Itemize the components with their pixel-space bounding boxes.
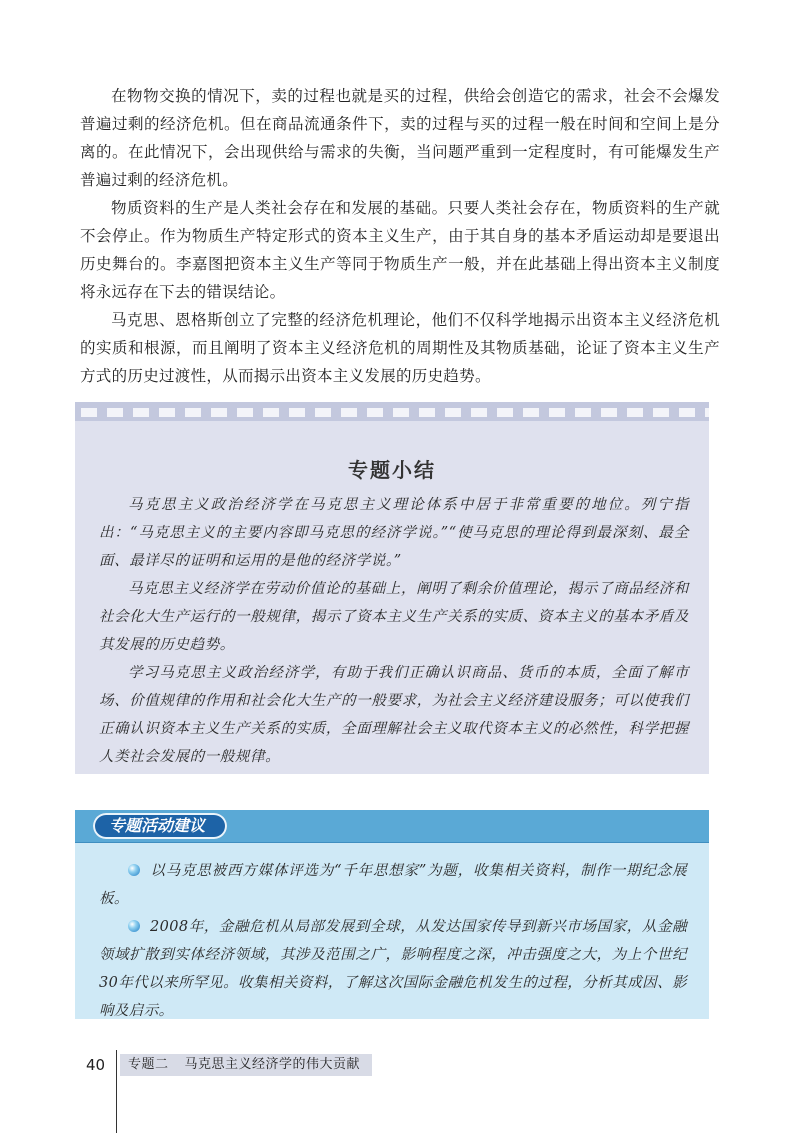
activity-item (99, 857, 687, 913)
decorative-border (75, 402, 709, 426)
bullet-icon (128, 864, 140, 876)
page-number: 40 (86, 1056, 106, 1074)
summary-title: 专题小结 (348, 458, 436, 482)
summary-body (75, 483, 709, 771)
crenellation-border-icon (75, 402, 709, 426)
activity-header (75, 810, 709, 843)
activity-body (75, 843, 709, 1019)
summary-paragraph: 学习马克思主义政治经济学，有助于我们正确认识商品、货币的本质，全面了解市场、价值规律的作用和社会化大生产的一般要求，为社会主义经济建设服务；可以使我们正确认识资本主义生产关系的实质，全面理解社会主义取代资本主义的必然性，科学把握人类社会发展的一般规律。 (99, 665, 689, 765)
activity-item-text: 以马克思被西方媒体评选为“千年思想家”为题，收集相关资料，制作一期纪念展板。 (99, 863, 687, 907)
activity-box (75, 810, 709, 1018)
bullet-icon (128, 920, 140, 932)
body-paragraph: 在物物交换的情况下，卖的过程也就是买的过程，供给会创造它的需求，社会不会爆发普遍过剩的经济危机。但在商品流通条件下，卖的过程与买的过程一般在时间和空间上是分离的。在此情况下，会出现供给与需求的失衡，当问题严重到一定程度时，有可能爆发生产普遍过剩的经济危机。 (80, 87, 720, 189)
page-footer (80, 1054, 400, 1078)
activity-title: 专题活动建议 (93, 813, 227, 839)
body-paragraph: 物质资料的生产是人类社会存在和发展的基础。只要人类社会存在，物质资料的生产就不会停止。作为物质生产特定形式的资本主义生产，由于其自身的基本矛盾运动却是要退出历史舞台的。李嘉图把资本主义生产等同于物质生产一般，并在此基础上得出资本主义制度将永远存在下去的错误结论。 (80, 199, 720, 301)
section-title: 马克思主义经济学的伟大贡献 (184, 1057, 361, 1072)
footer-divider (116, 1050, 117, 1133)
body-text (80, 82, 720, 390)
running-head (120, 1054, 372, 1076)
body-paragraph: 马克思、恩格斯创立了完整的经济危机理论，他们不仅科学地揭示出资本主义经济危机的实质和根源，而且阐明了资本主义经济危机的周期性及其物质基础，论证了资本主义生产方式的历史过渡性，从而揭示出资本主义发展的历史趋势。 (80, 311, 720, 385)
summary-box (75, 402, 709, 774)
activity-item (99, 913, 687, 1025)
section-label: 专题二 (128, 1057, 169, 1072)
activity-item-text: 2008年，金融危机从局部发展到全球，从发达国家传导到新兴市场国家，从金融领域扩散到实体经济领域，其涉及范围之广，影响程度之深，冲击强度之大，为上个世纪30年代以来所罕见。收集相关资料，了解这次国际金融危机发生的过程，分析其成因、影响及启示。 (99, 919, 687, 1019)
summary-paragraph: 马克思主义经济学在劳动价值论的基础上，阐明了剩余价值理论，揭示了商品经济和社会化大生产运行的一般规律，揭示了资本主义生产关系的实质、资本主义的基本矛盾及其发展的历史趋势。 (99, 581, 689, 653)
summary-paragraph: 马克思主义政治经济学在马克思主义理论体系中居于非常重要的地位。列宁指出：“马克思主义的主要内容即马克思的经济学说。”“使马克思的理论得到最深刻、最全面、最详尽的证明和运用的是他的经济学说。” (99, 497, 689, 569)
